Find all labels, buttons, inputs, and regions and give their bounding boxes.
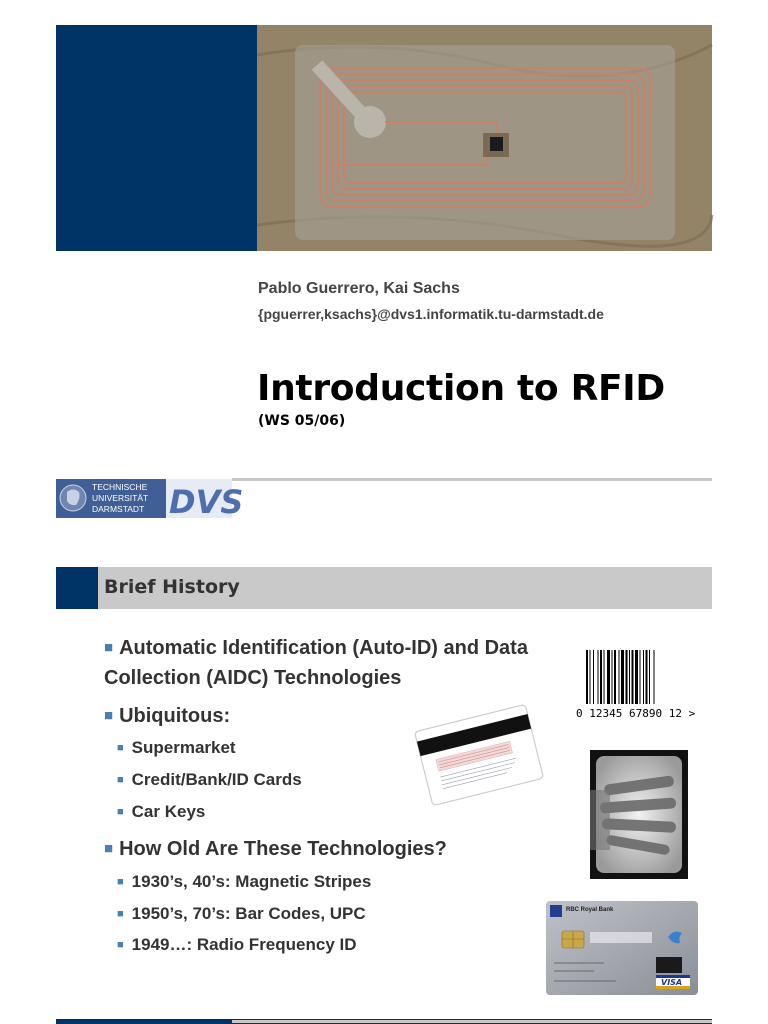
xray-hand-image (590, 750, 688, 879)
sub-bullet-car-keys: ■ Car Keys (117, 802, 206, 821)
barcode-digits: 0 12345 67890 12 > (576, 707, 696, 720)
barcode-bar (621, 650, 624, 704)
barcode-bar (600, 650, 602, 704)
bank-card-image (546, 901, 698, 995)
barcode-bar (590, 650, 591, 704)
logo-line-2: UNIVERSITÄT (92, 493, 149, 503)
rfid-tag-image (257, 25, 712, 251)
logo-line-3: DARMSTADT (92, 504, 145, 514)
bullet-square-icon: ■ (104, 840, 114, 857)
sub-bullet-magnetic-stripes: ■ 1930’s, 40’s: Magnetic Stripes (117, 872, 372, 891)
sub-bullet-bar-codes: ■ 1950’s, 70’s: Bar Codes, UPC (117, 904, 366, 923)
barcode-bar (619, 650, 620, 704)
barcode-image (576, 648, 696, 720)
bullet-square-icon: ■ (117, 742, 124, 754)
next-slide-rule (232, 1020, 712, 1023)
barcode-bar (598, 650, 599, 704)
magnetic-card-image (414, 700, 544, 810)
bullet-square-icon: ■ (117, 806, 124, 818)
bullet-how-old: ■ How Old Are These Technologies? (104, 838, 447, 860)
bullet-square-icon: ■ (104, 639, 114, 656)
bullet-square-icon: ■ (117, 774, 124, 786)
bullet-square-icon: ■ (117, 908, 124, 920)
sub-bullet-supermarket: ■ Supermarket (117, 738, 236, 757)
bullet-square-icon: ■ (104, 707, 114, 724)
barcode-bar (612, 650, 613, 704)
title-blue-block (56, 25, 257, 251)
slide-subtitle: (WS 05/06) (258, 413, 346, 429)
footer-rule (232, 478, 712, 481)
sub-bullet-rfid: ■ 1949…: Radio Frequency ID (117, 935, 357, 954)
barcode-bar (607, 650, 610, 704)
barcode-bar (629, 650, 630, 704)
barcode-bar (649, 650, 650, 704)
tu-darmstadt-dvs-logo (56, 479, 244, 521)
bullet-auto-id: ■ Automatic Identification (Auto-ID) and Data Collection (AIDC) Technologies (104, 637, 528, 689)
logo-dvs-mark: DVS (169, 483, 244, 521)
slide-title: Introduction to RFID (257, 368, 665, 409)
logo-line-1: TECHNISCHE (92, 482, 148, 492)
card-brand: VISA (661, 978, 683, 987)
sub-bullet-cards: ■ Credit/Bank/ID Cards (117, 770, 302, 789)
bullet-ubiquitous: ■ Ubiquitous: (104, 705, 231, 727)
barcode-bar (654, 650, 655, 704)
barcode-bar (593, 650, 594, 704)
barcode-bar (635, 650, 638, 704)
barcode-bar (632, 650, 634, 704)
bullet-square-icon: ■ (117, 939, 124, 951)
author-emails: {pguerrer,ksachs}@dvs1.informatik.tu-darmstadt.de (258, 306, 604, 322)
barcode-bar (614, 650, 616, 704)
barcode-bar (586, 650, 588, 704)
section-title: Brief History (104, 576, 240, 598)
barcode-bar (646, 650, 648, 704)
barcode-bar (626, 650, 628, 704)
bank-name: RBC Royal Bank (566, 907, 614, 913)
bullet-square-icon: ■ (117, 876, 124, 888)
barcode-bar (643, 650, 644, 704)
header-blue-square (56, 567, 98, 609)
barcode-bar (640, 650, 641, 704)
authors: Pablo Guerrero, Kai Sachs (258, 280, 460, 297)
barcode-bar (604, 650, 605, 704)
